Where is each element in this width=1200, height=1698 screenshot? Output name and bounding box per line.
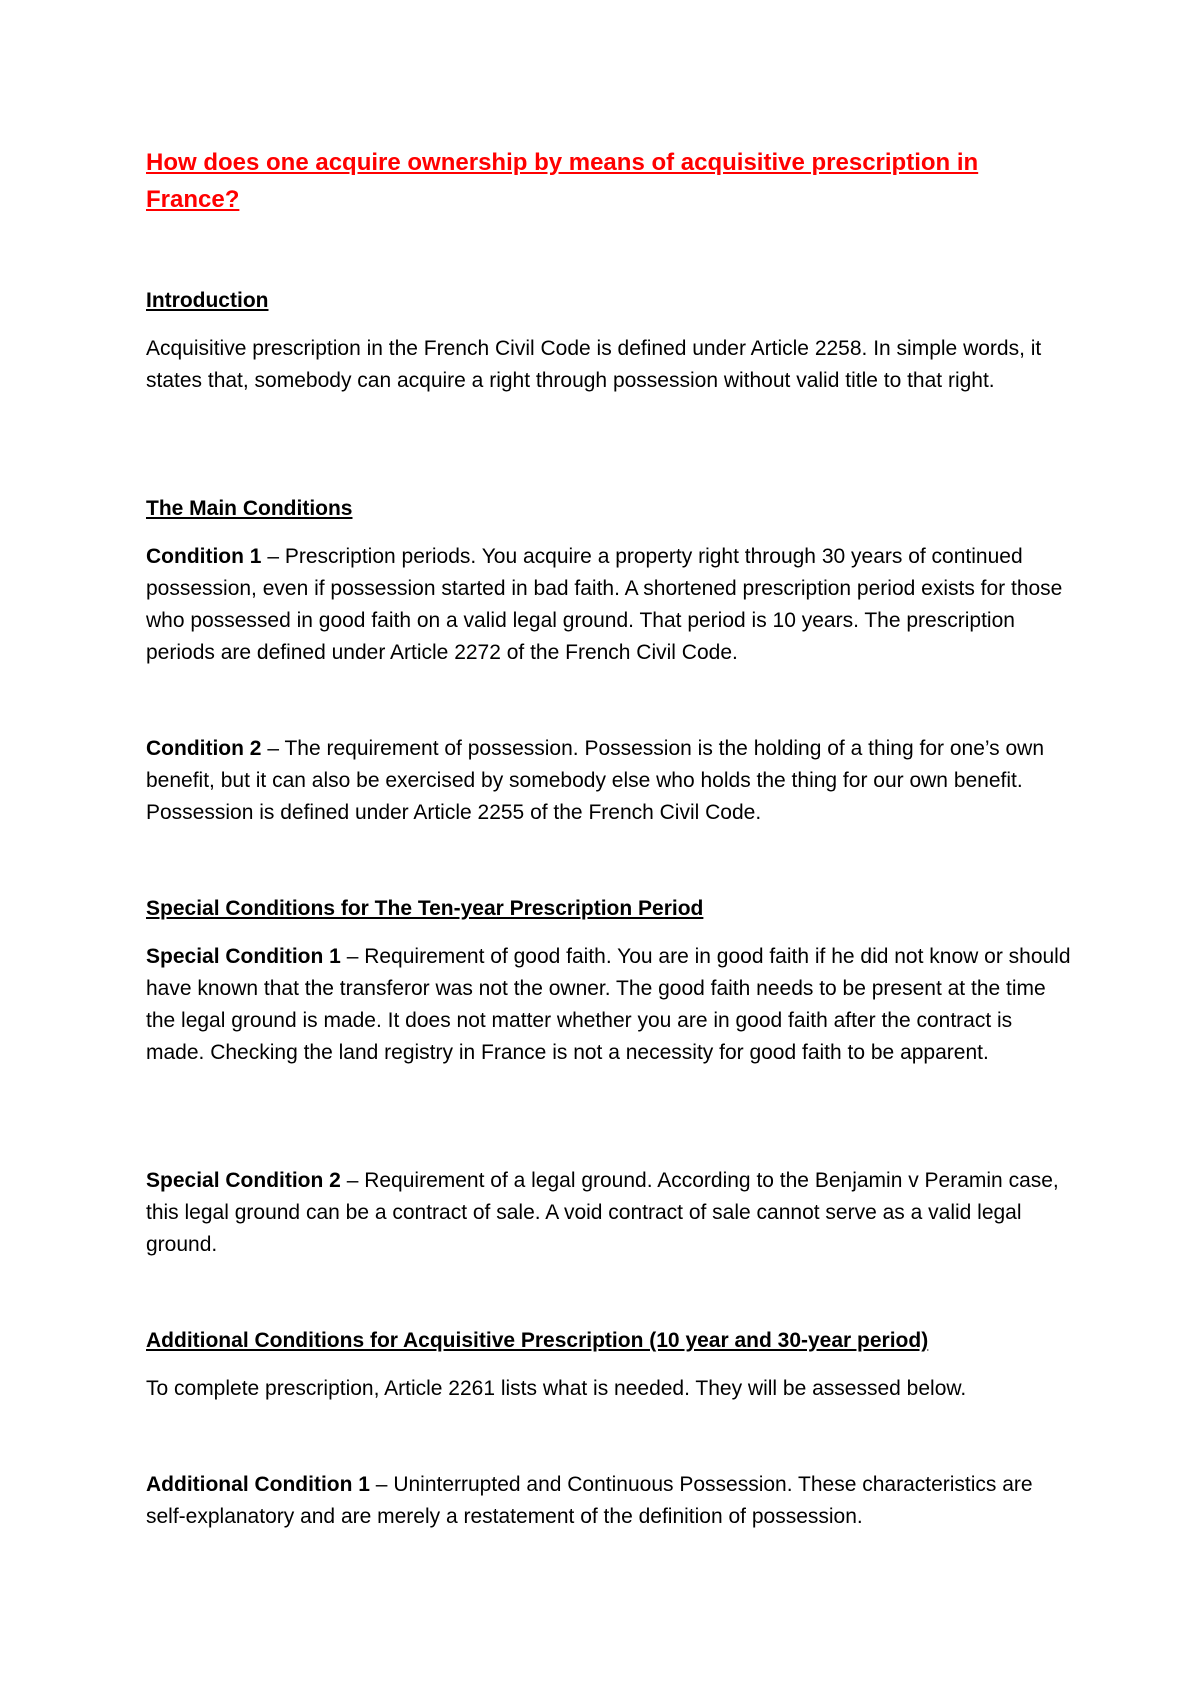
condition-2-paragraph <box>146 733 1076 829</box>
special-condition-2-paragraph <box>146 1165 1076 1261</box>
special-condition-2-label: Special Condition 2 <box>146 1169 341 1192</box>
special-condition-2-text: – Requirement of a legal ground. According to the Benjamin v Peramin case, this legal ground can be a contract of sale. A void contract of sale cannot serve as a valid legal ground. <box>146 1169 1059 1256</box>
page-title: How does one acquire ownership by means of acquisitive prescription in France? <box>146 149 979 213</box>
condition-2-text: – The requirement of possession. Possession is the holding of a thing for one’s own benefit, but it can also be exercised by somebody else who holds the thing for our own benefit. Possession is defined under Article 2255 of the French Civil Code. <box>146 737 1045 824</box>
additional-condition-1-label: Additional Condition 1 <box>146 1473 370 1496</box>
intro-heading: Introduction <box>146 289 269 312</box>
main-conditions-heading: The Main Conditions <box>146 497 353 520</box>
additional-condition-1-paragraph <box>146 1469 1076 1533</box>
special-condition-1-paragraph <box>146 941 1076 1069</box>
condition-2-label: Condition 2 <box>146 737 262 760</box>
additional-conditions-heading: Additional Conditions for Acquisitive Prescription (10 year and 30-year period) <box>146 1329 929 1352</box>
special-conditions-heading: Special Conditions for The Ten-year Prescription Period <box>146 897 704 920</box>
condition-1-label: Condition 1 <box>146 545 262 568</box>
condition-1-paragraph <box>146 541 1076 669</box>
additional-intro-paragraph: To complete prescription, Article 2261 lists what is needed. They will be assessed below. <box>146 1377 967 1400</box>
special-condition-1-text: – Requirement of good faith. You are in good faith if he did not know or should have known that the transferor was not the owner. The good faith needs to be present at the time the legal ground is made. It does not matter whether you are in good faith after the contract is made. Checking the land registry in France is not a necessity for good faith to be apparent. <box>146 945 1071 1064</box>
intro-paragraph: Acquisitive prescription in the French Civil Code is defined under Article 2258. In simple words, it states that, somebody can acquire a right through possession without valid title to that right. <box>146 337 1042 392</box>
additional-condition-1-text: – Uninterrupted and Continuous Possession. These characteristics are self-explanatory and are merely a restatement of the definition of possession. <box>146 1473 1033 1528</box>
special-condition-1-label: Special Condition 1 <box>146 945 341 968</box>
condition-1-text: – Prescription periods. You acquire a property right through 30 years of continued possession, even if possession started in bad faith. A shortened prescription period exists for those who possessed in good faith on a valid legal ground. That period is 10 years. The prescription periods are defined under Article 2272 of the French Civil Code. <box>146 545 1063 664</box>
